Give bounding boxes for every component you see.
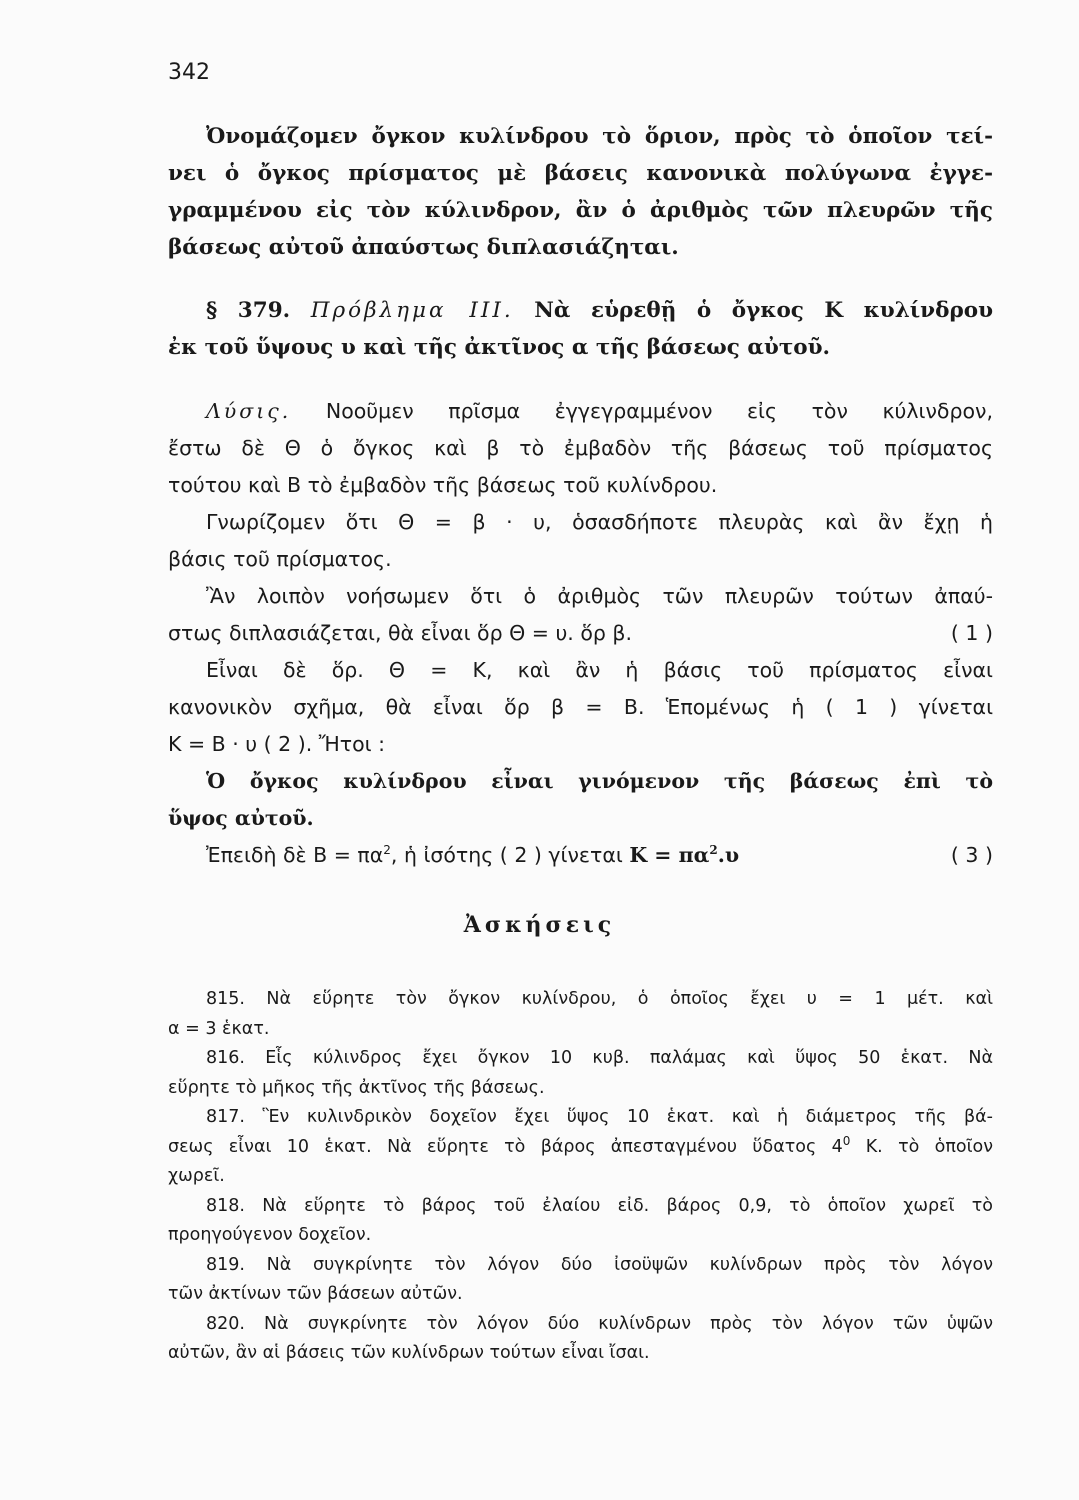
exercise-item: 817. Ἓν κυλινδρικὸν δοχεῖον ἔχει ὕψος 10 ἑκατ. καὶ ἡ διάμετρος τῆς βά- σεως εἶναι 10 ἑκατ. Νὰ εὕρητε τὸ βάρος ἀπεσταγμένου ὕδατος $4^0$ Κ. τὸ ὁποῖον χωρεῖ. <box>168 1107 993 1186</box>
volume-formula: $K = \pi\alpha^2.\upsilon$ <box>629 843 740 867</box>
problem-statement <box>168 292 993 366</box>
solution-line: Κ = Β · υ ( 2 ). Ἤτοι : <box>168 732 386 756</box>
solution-line: στως διπλασιάζεται, θὰ εἶναι ὅρ Θ = υ. ὅρ β. ( 1 ) <box>168 615 993 652</box>
exercise-item: 815. Νὰ εὕρητε τὸν ὄγκον κυλίνδρου, ὁ ὁποῖος ἔχει υ = 1 μέτ. καὶ α = 3 ἑκατ. <box>168 989 993 1039</box>
definition-line: Ὀνομάζομεν ὄγκον κυλίνδρου τὸ ὅριον, πρὸς τὸ ὁποῖον τεί- <box>206 124 993 149</box>
definition-line: νει ὁ ὄγκος πρίσματος μὲ βάσεις κανονικὰ πολύγωνα ἐγγε- <box>168 161 993 186</box>
solution-line: Γνωρίζομεν ὅτι Θ = β · υ, ὁσασδήποτε πλευρὰς καὶ ἂν ἔχῃ ἡ <box>206 510 993 534</box>
solution-label: Λύσις. <box>206 399 292 423</box>
exercise-item: 818. Νὰ εὕρητε τὸ βάρος τοῦ ἐλαίου εἰδ. βάρος 0,9, τὸ ὁποῖον χωρεῖ τὸ προηγούγενον δοχεῖον. <box>168 1195 993 1245</box>
definition-line: βάσεως αὐτοῦ ἀπαύστως διπλασιάζηται. <box>168 235 679 260</box>
problem-line-1 <box>168 292 993 329</box>
solution-line: Ἂν λοιπὸν νοήσωμεν ὅτι ὁ ἀριθμὸς τῶν πλευρῶν τούτων ἀπαύ- <box>206 584 993 608</box>
definition-paragraph <box>168 118 993 266</box>
theorem-line: Ὁ ὄγκος κυλίνδρου εἶναι γινόμενον τῆς βάσεως ἐπὶ τὸ <box>206 769 993 793</box>
exercise-item: 816. Εἷς κύλινδρος ἔχει ὄγκον 10 κυβ. παλάμας καὶ ὕψος 50 ἑκατ. Νὰ εὕρητε τὸ μῆκος τῆς ἀκτῖνος τῆς βάσεως. <box>168 1048 993 1098</box>
problem-line-2: ἐκ τοῦ ὕψους υ καὶ τῆς ἀκτῖνος α τῆς βάσεως αὐτοῦ. <box>168 335 831 360</box>
definition-line: γραμμένου εἰς τὸν κύλινδρον, ἂν ὁ ἀριθμὸς τῶν πλευρῶν τῆς <box>168 198 993 223</box>
theorem-line: ὕψος αὐτοῦ. <box>168 806 314 830</box>
solution-line: κανονικὸν σχῆμα, θὰ εἶναι ὅρ β = Β. Ἑπομένως ἡ ( 1 ) γίνεται <box>168 695 993 719</box>
page-number: 342 <box>168 60 210 85</box>
exercise-item: 820. Νὰ συγκρίνητε τὸν λόγον δύο κυλίνδρων πρὸς τὸν λόγον τῶν ὑψῶν αὐτῶν, ἂν αἱ βάσεις τῶν κυλίνδρων τούτων εἶναι ἴσαι. <box>168 1313 993 1363</box>
solution-line: Λύσις. Νοοῦμεν πρῖσμα ἐγγεγραμμένον εἰς τὸν κύλινδρον, <box>206 399 993 423</box>
equation-number: ( 3 ) <box>950 843 993 867</box>
problem-label: Πρόβλημα ΙΙΙ. <box>310 298 514 323</box>
solution-line: τούτου καὶ Β τὸ ἐμβαδὸν τῆς βάσεως τοῦ κυλίνδρου. <box>168 473 718 497</box>
solution <box>168 393 993 874</box>
solution-line: Εἶναι δὲ ὅρ. Θ = Κ, καὶ ἂν ἡ βάσις τοῦ πρίσματος εἶναι <box>206 658 993 682</box>
equation-number: ( 1 ) <box>950 621 993 645</box>
exercise-item: 819. Νὰ συγκρίνητε τὸν λόγον δύο ἰσοϋψῶν κυλίνδρων πρὸς τὸν λόγον τῶν ἀκτίνων τῶν βάσεων αὐτῶν. <box>168 1254 993 1304</box>
exercises-heading: Ἀσκήσεις <box>463 912 616 938</box>
problem-text: Νὰ εὑρεθῇ ὁ ὄγκος Κ κυλίνδρου <box>534 298 993 323</box>
solution-line: ἔστω δὲ Θ ὁ ὄγκος καὶ β τὸ ἐμβαδὸν τῆς βάσεως τοῦ πρίσματος <box>168 436 993 460</box>
solution-line: βάσις τοῦ πρίσματος. <box>168 547 392 571</box>
exercises-list <box>168 985 993 1369</box>
section-number: § 379. <box>206 298 291 323</box>
solution-line: Ἐπειδὴ δὲ $B = \pi\alpha^2$, ἡ ἰσότης ( 2 ) γίνεται $K = \pi\alpha^2.\upsilon$ ( 3 ) <box>168 837 993 874</box>
